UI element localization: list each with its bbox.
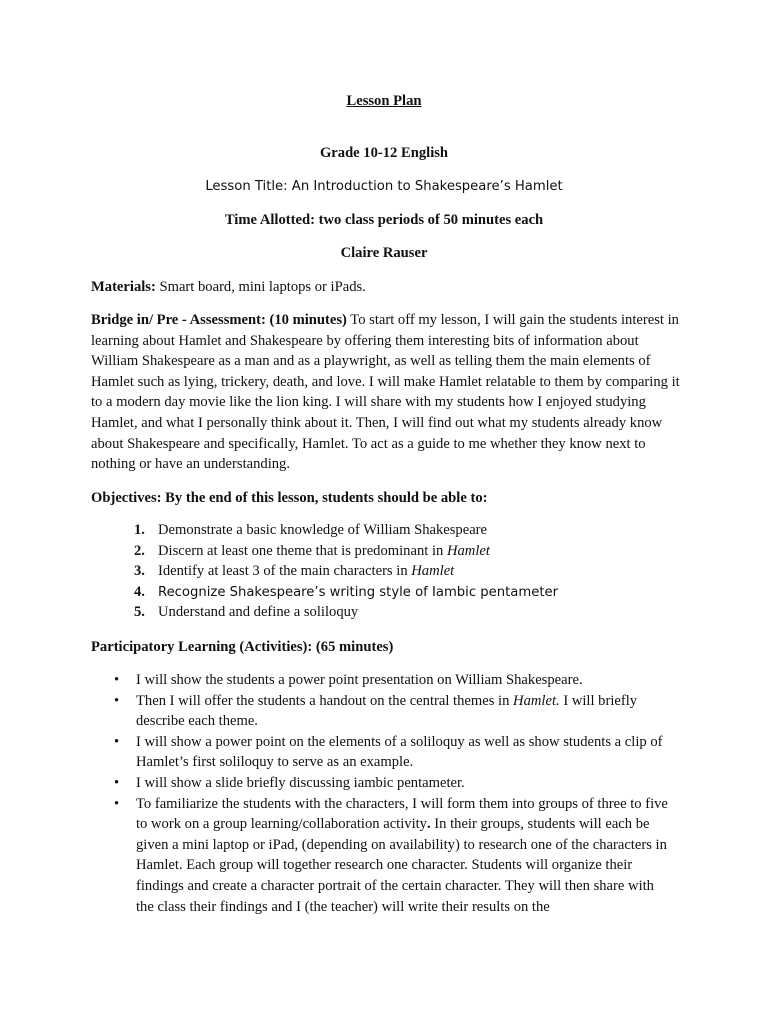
document-title: Lesson Plan — [346, 93, 422, 109]
item-text: I will show a slide briefly discussing iambic pentameter. — [136, 774, 465, 791]
item-number: 1. — [134, 522, 145, 538]
item-text: Identify at least 3 of the main characters in — [158, 563, 412, 580]
list-item — [114, 732, 674, 773]
bullet-icon: • — [114, 733, 120, 750]
list-item — [134, 541, 694, 562]
bullet-icon: • — [114, 795, 120, 812]
objectives-heading: Objectives: By the end of this lesson, students should be able to: — [91, 490, 488, 506]
activities-heading: Participatory Learning (Activities): (65 minutes) — [91, 639, 394, 655]
materials-paragraph — [91, 277, 681, 298]
item-text: Understand and define a soliloquy — [158, 604, 359, 621]
list-item — [134, 561, 694, 582]
item-text: I will show the students a power point presentation on William Shakespeare. — [136, 672, 583, 688]
list-item — [134, 520, 694, 541]
materials-label: Materials: — [91, 279, 156, 295]
item-italic: Hamlet — [446, 542, 490, 559]
bridge-label: Bridge in/ Pre - Assessment: (10 minutes) — [91, 312, 347, 328]
author-line: Claire Rauser — [340, 245, 428, 261]
item-text: To familiarize the students with the characters, I will form them into groups of three to five to work on a group learning/collaboration activity — [136, 795, 668, 833]
objectives-list — [134, 520, 694, 623]
item-number: 4. — [134, 583, 145, 600]
list-item — [114, 794, 674, 918]
materials-text: Smart board, mini laptops or iPads. — [155, 279, 366, 295]
item-text: Demonstrate a basic knowledge of William Shakespeare — [158, 522, 488, 538]
list-item — [134, 582, 694, 603]
item-text: Then I will offer the students a handout on the central themes in — [136, 692, 514, 709]
item-text: Discern at least one theme that is predominant in — [158, 542, 447, 559]
item-number: 2. — [134, 542, 145, 559]
bullet-icon: • — [114, 774, 120, 791]
item-text-post: In their groups, students will each be given a mini laptop or iPad, (depending on availability) to research one of the characters in Hamlet. Each group will together research one character. Students will organize their findings and create a character portrait of the certain character. They will then share with the class their findings and I (the teacher) will write their results on the — [136, 816, 667, 915]
lesson-title-line: Lesson Title: An Introduction to Shakespeare’s Hamlet — [205, 179, 563, 194]
list-item — [114, 691, 674, 732]
item-text: I will show a power point on the elements of a soliloquy as well as show students a clip of Hamlet’s first soliloquy to serve as an example. — [136, 733, 663, 771]
item-text-post: I will briefly describe each theme. — [136, 692, 638, 730]
item-italic: Hamlet. — [513, 692, 560, 709]
item-number: 3. — [134, 563, 145, 580]
time-allotted-line: Time Allotted: two class periods of 50 minutes each — [224, 212, 544, 228]
bullet-icon: • — [114, 692, 120, 709]
item-bold: . — [426, 816, 431, 833]
bridge-text: To start off my lesson, I will gain the students interest in learning about Hamlet and Shakespeare by offering them interesting bits of information about William Shakespeare as a man and as a playwright, as well as telling them the main elements of Hamlet such as lying, trickery, death, and love. I will make Hamlet relatable to them by comparing it to a modern day movie like the lion king. I will share with my students how I enjoyed studying Hamlet, and what I personally think about it. Then, I will find out what my students already know about Shakespeare and specifically, Hamlet. To act as a guide to me whether they know next to nothing or have an understanding. — [91, 312, 680, 473]
item-italic: Hamlet — [411, 563, 455, 580]
grade-line: Grade 10-12 English — [319, 145, 449, 161]
bullet-icon: • — [114, 672, 120, 688]
item-text: Recognize Shakespeare’s writing style of Iambic pentameter — [158, 584, 559, 600]
list-item — [114, 670, 674, 691]
list-item — [134, 602, 694, 623]
item-number: 5. — [134, 604, 145, 621]
list-item — [114, 773, 674, 794]
bridge-paragraph — [91, 310, 681, 475]
activities-list — [114, 670, 674, 917]
